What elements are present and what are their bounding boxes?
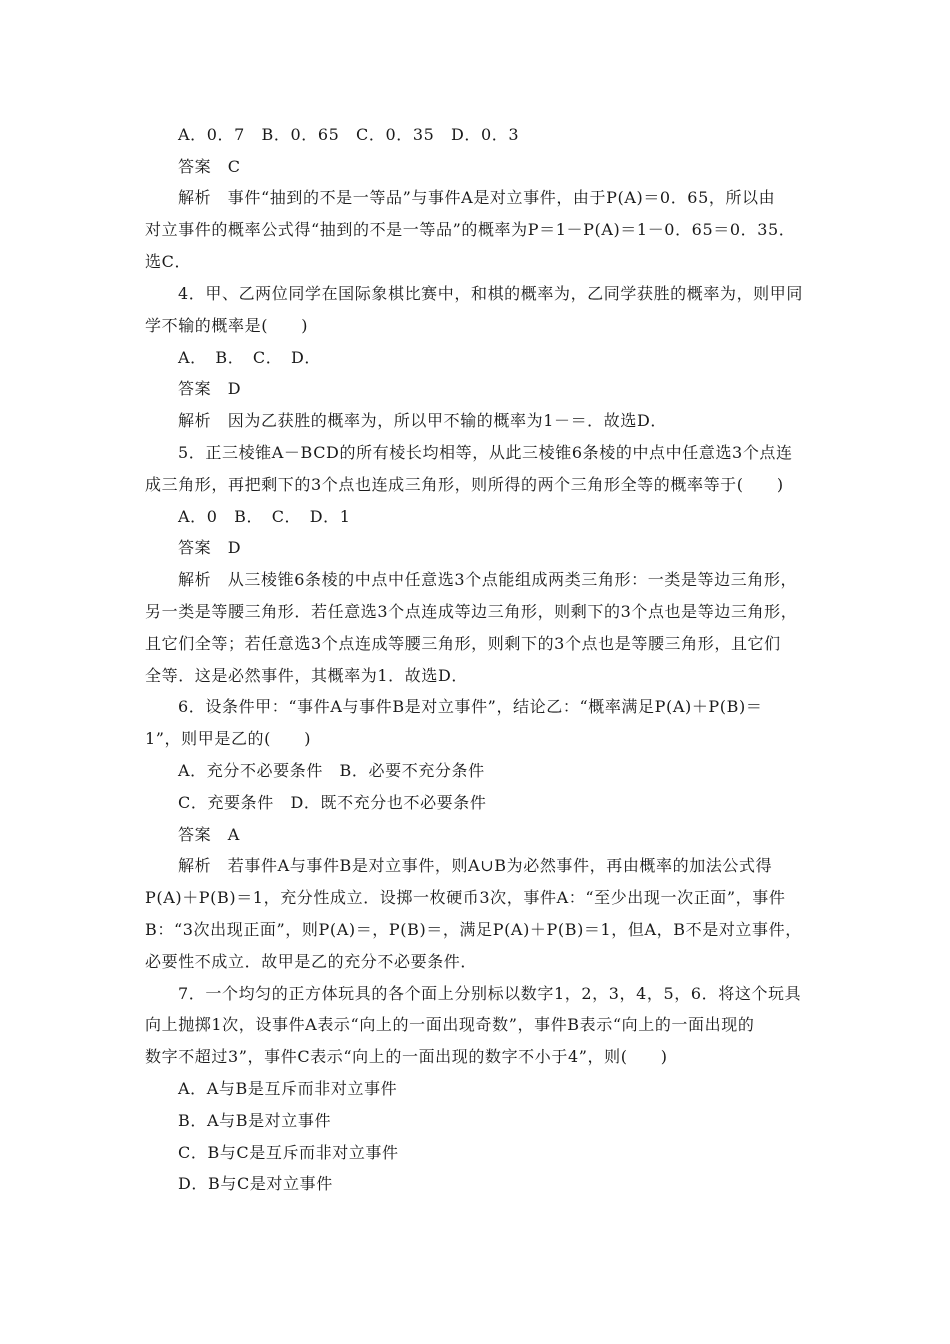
q5-analysis-line-3: 且它们全等；若任意选3个点连成等腰三角形，则剩下的3个点也是等腰三角形，且它们 <box>145 634 781 653</box>
q7-stem-line-1: 7．一个均匀的正方体玩具的各个面上分别标以数字1，2，3，4，5，6．将这个玩具 <box>178 984 802 1003</box>
q6-options-line-1: A．充分不必要条件 B．必要不充分条件 <box>178 761 485 780</box>
q4-stem-line-2: 学不输的概率是( ) <box>145 316 309 335</box>
q5-analysis-line-2: 另一类是等腰三角形．若任意选3个点连成等边三角形，则剩下的3个点也是等边三角形， <box>145 602 798 621</box>
q6-analysis-line-1: 解析 若事件A与事件B是对立事件，则A∪B为必然事件，再由概率的加法公式得 <box>178 856 773 875</box>
q5-answer: 答案 D <box>178 538 242 557</box>
q5-analysis-line-1: 解析 从三棱锥6条棱的中点中任意选3个点能组成两类三角形：一类是等边三角形， <box>178 570 798 589</box>
q7-option-c: C．B与C是互斥而非对立事件 <box>178 1143 399 1162</box>
q6-analysis-line-2: P(A)＋P(B)＝1，充分性成立．设掷一枚硬币3次，事件A：“至少出现一次正面”，事件 <box>145 888 786 907</box>
q6-options-line-2: C．充要条件 D．既不充分也不必要条件 <box>178 793 487 812</box>
q7-option-a: A．A与B是互斥而非对立事件 <box>178 1079 398 1098</box>
q4-analysis: 解析 因为乙获胜的概率为，所以甲不输的概率为1－＝．故选D． <box>178 411 668 430</box>
q6-stem-line-1: 6．设条件甲：“事件A与事件B是对立事件”，结论乙：“概率满足P(A)＋P(B)＝ <box>178 697 763 716</box>
q3-answer: 答案 C <box>178 157 241 176</box>
q5-stem-line-2: 成三角形，再把剩下的3个点也连成三角形，则所得的两个三角形全等的概率等于( ) <box>145 475 784 494</box>
q7-stem-line-2: 向上抛掷1次，设事件A表示“向上的一面出现奇数”，事件B表示“向上的一面出现的 <box>145 1015 755 1034</box>
q4-options: A． B． C． D． <box>178 348 321 367</box>
q7-option-b: B．A与B是对立事件 <box>178 1111 332 1130</box>
q7-stem-line-3: 数字不超过3”，事件C表示“向上的一面出现的数字不小于4”，则( ) <box>145 1047 668 1066</box>
q5-analysis-line-4: 全等．这是必然事件，其概率为1．故选D． <box>145 666 469 685</box>
q6-analysis-line-4: 必要性不成立．故甲是乙的充分不必要条件． <box>145 952 478 971</box>
q5-stem-line-1: 5．正三棱锥A－BCD的所有棱长均相等，从此三棱锥6条棱的中点中任意选3个点连 <box>178 443 793 462</box>
q6-analysis-line-3: B：“3次出现正面”，则P(A)＝，P(B)＝，满足P(A)＋P(B)＝1，但A，B不是对立事件， <box>145 920 802 939</box>
q3-options: A．0．7 B．0．65 C．0．35 D．0．3 <box>178 125 520 144</box>
q3-analysis-line-2: 对立事件的概率公式得“抽到的不是一等品”的概率为P＝1－P(A)＝1－0．65＝0．35． <box>145 220 796 239</box>
q6-answer: 答案 A <box>178 825 240 844</box>
q3-analysis-line-1: 解析 事件“抽到的不是一等品”与事件A是对立事件，由于P(A)＝0．65，所以由 <box>178 188 776 207</box>
q7-option-d: D．B与C是对立事件 <box>178 1174 333 1193</box>
q3-analysis-line-3: 选C． <box>145 252 192 271</box>
q4-answer: 答案 D <box>178 379 242 398</box>
q4-stem-line-1: 4．甲、乙两位同学在国际象棋比赛中，和棋的概率为，乙同学获胜的概率为，则甲同 <box>178 284 803 303</box>
q5-options: A．0 B． C． D．1 <box>178 507 351 526</box>
q6-stem-line-2: 1”，则甲是乙的( ) <box>145 729 312 748</box>
